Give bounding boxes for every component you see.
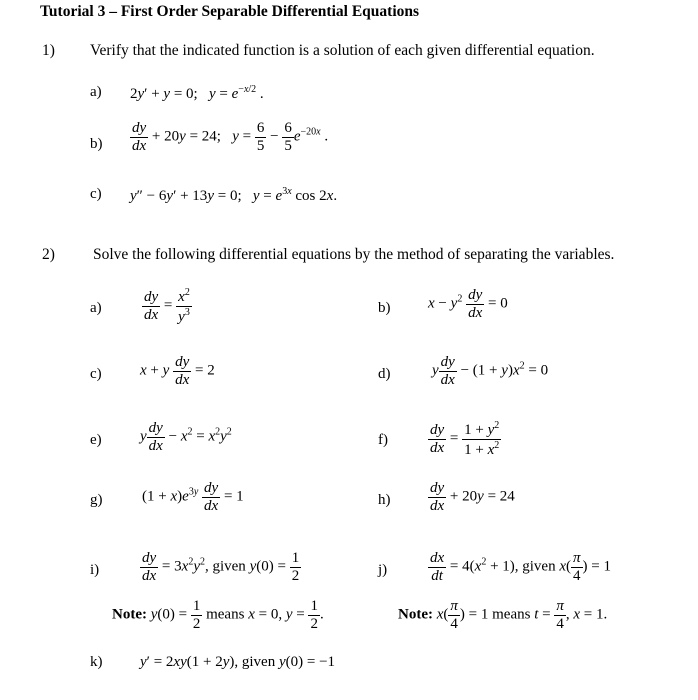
note-j: Note: x( $\frac{\pi}{4}$ ) = 1 means t = $\frac{\pi}{4}$ , x = 1. [398,598,608,632]
q1-item-c-label: c) [90,186,102,202]
question-2-number: 2) [42,246,55,263]
q2-item-h-equation: $\frac{dy}{dx}$ + 20y = 24 [430,480,515,514]
q1-item-b-label: b) [90,136,103,152]
q2-item-b-equation: $x - y^2$ $\frac{dy}{dx}$ = 0 [428,287,508,321]
q2-item-j-equation: $\frac{dx}{dt}$ = $4(x^2 + 1)$, given x( $\frac{\pi}{4}$ ) = 1 [430,550,611,584]
q2-item-c-equation: x + y $\frac{dy}{dx}$ = 2 [140,354,215,388]
q2-item-k-equation: y′ = 2xy(1 + 2y), given y(0) = −1 [140,654,336,670]
q1-item-c-equation: y″ − 6y′ + 13y = 0; $y = e^{3x}$ cos 2x. [130,186,338,204]
q1-item-a-label: a) [90,84,102,100]
q1-item-b-equation: $\frac{dy}{dx}$ + 20y = 24; y = $\frac{6}{5}$ − $\frac{6}{5}$ $e^{-20x}$ . [132,120,329,154]
question-1-instruction: Verify that the indicated function is a solution of each given differential equation. [90,42,595,59]
q2-item-f-equation: $\frac{dy}{dx}$ = $\frac{1 + y^2}{1 + x^2}$ [430,420,500,458]
q2-item-j-label: j) [378,562,388,578]
q2-item-h-label: h) [378,492,391,508]
q2-item-e-equation: y $\frac{dy}{dx}$ − $x^2 = x^2y^2$ [140,420,232,454]
q2-item-b-label: b) [378,300,391,316]
note-i: Note: y(0) = $\frac{1}{2}$ means x = 0, y = $\frac{1}{2}$ . [112,598,324,632]
question-2-instruction: Solve the following differential equations by the method of separating the variables. [93,246,615,263]
q2-item-a-equation: $\frac{dy}{dx}$ = $\frac{x^2}{y^3}$ [144,287,190,325]
question-1-number: 1) [42,42,55,59]
q2-item-e-label: e) [90,432,102,448]
q2-item-a-label: a) [90,300,102,316]
q2-item-d-label: d) [378,366,391,382]
q2-item-d-equation: y $\frac{dy}{dx}$ − $(1 + y)x^2 = 0$ [432,354,549,388]
q2-item-k-label: k) [90,654,103,670]
q2-item-f-label: f) [378,432,388,448]
q2-item-g-label: g) [90,492,103,508]
q1-item-a-equation: 2y′ + y = 0; $y = e^{-x/2}$ . [130,84,264,102]
page-title: Tutorial 3 – First Order Separable Differential Equations [40,3,420,20]
q2-item-g-equation: $(1 + x)e^{3y}$ $\frac{dy}{dx}$ = 1 [142,480,244,514]
q2-item-i-label: i) [90,562,100,578]
q2-item-i-equation: $\frac{dy}{dx}$ = $3x^2y^2$, given y(0) = $\frac{1}{2}$ [142,550,300,584]
q2-item-c-label: c) [90,366,102,382]
